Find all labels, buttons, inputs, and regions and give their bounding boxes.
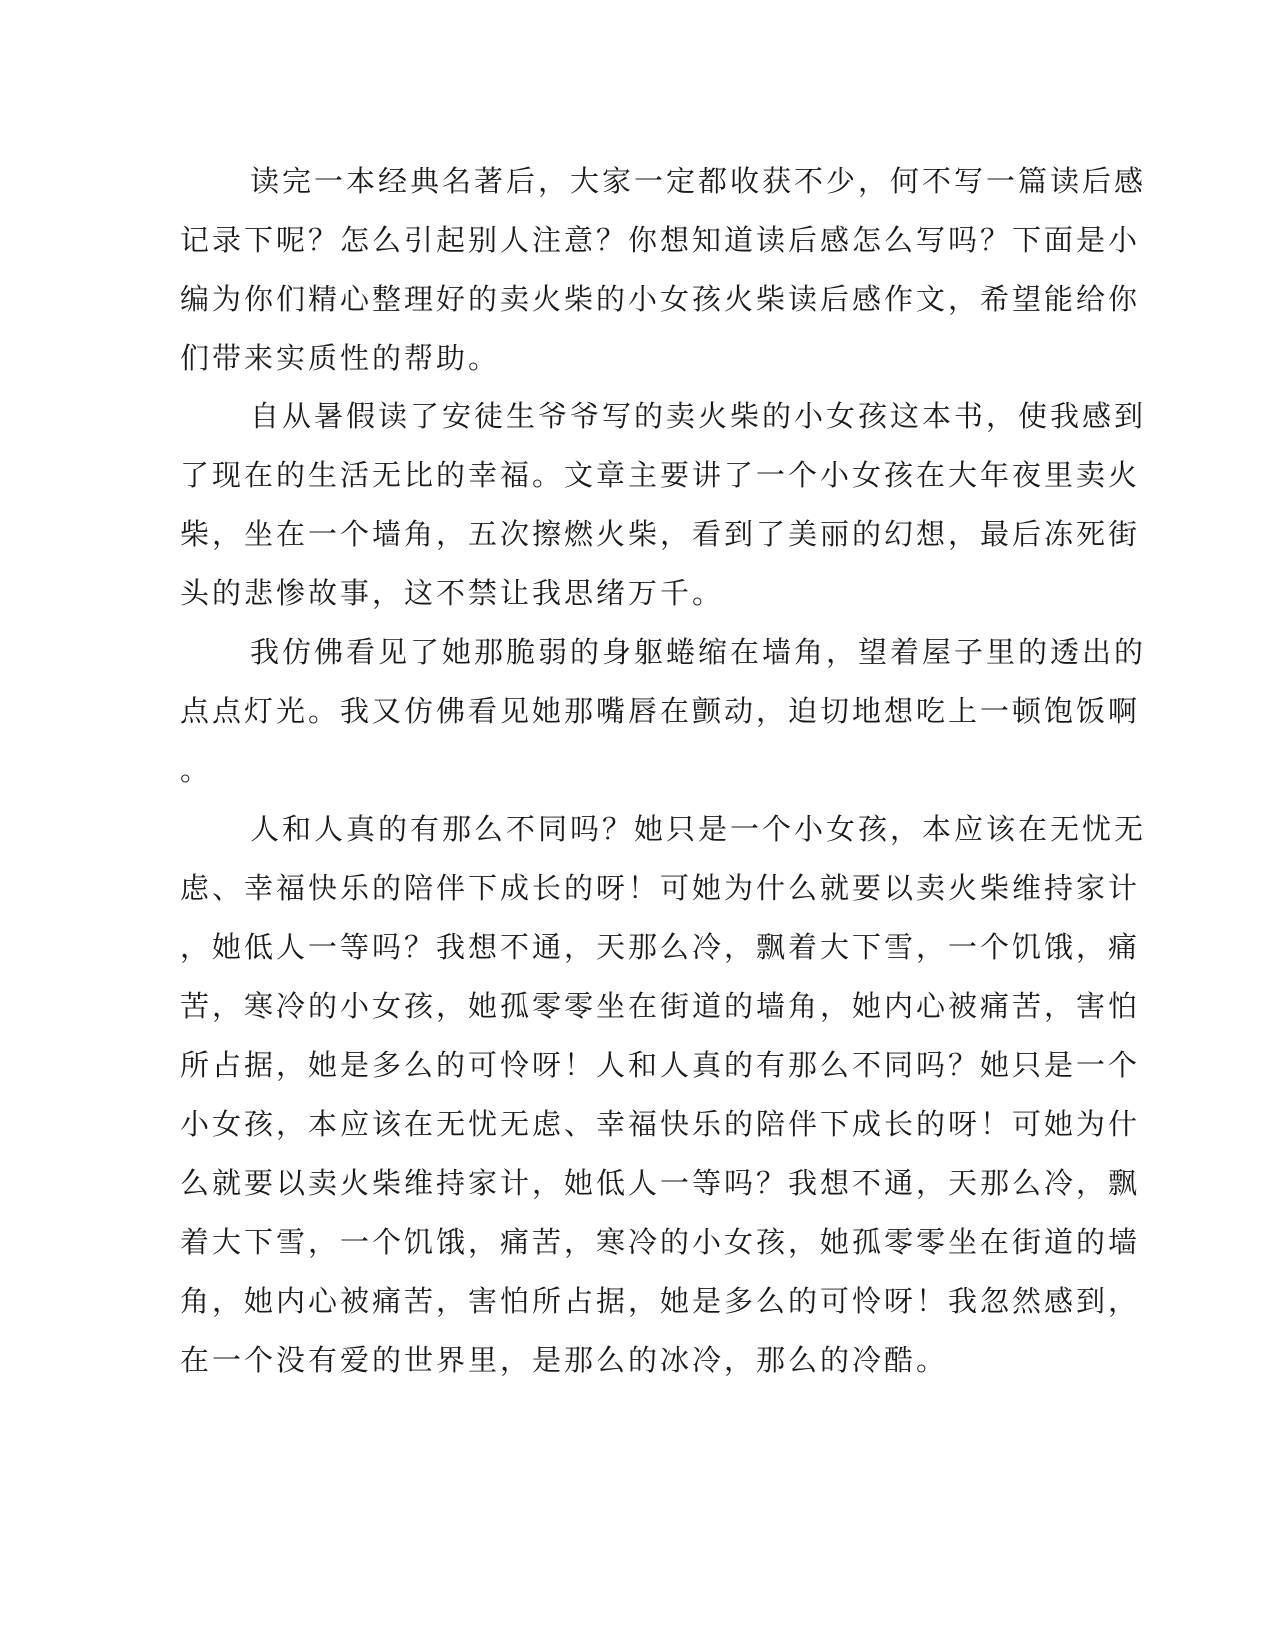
paragraph-3-line-3: 。 (180, 753, 213, 787)
paragraph-1-line-1: 读完一本经典名著后，大家一定都收获不少，何不写一篇读后感 (250, 164, 1147, 198)
paragraph-1-line-3: 编为你们精心整理好的卖火柴的小女孩火柴读后感作文，希望能给你 (180, 282, 1141, 316)
paragraph-3-line-1: 我仿佛看见了她那脆弱的身躯蜷缩在墙角，望着屋子里的透出的 (250, 635, 1147, 669)
paragraph-2-line-3: 柴，坐在一个墙角，五次擦燃火柴，看到了美丽的幻想，最后冻死街 (180, 517, 1141, 551)
paragraph-1-line-2: 记录下呢？怎么引起别人注意？你想知道读后感怎么写吗？下面是小 (180, 223, 1141, 257)
paragraph-2-line-2: 了现在的生活无比的幸福。文章主要讲了一个小女孩在大年夜里卖火 (180, 458, 1141, 492)
paragraph-4-line-8: 着大下雪，一个饥饿，痛苦，寒冷的小女孩，她孤零零坐在街道的墙 (180, 1225, 1141, 1259)
paragraph-2-line-1: 自从暑假读了安徒生爷爷写的卖火柴的小女孩这本书，使我感到 (250, 399, 1147, 433)
paragraph-4-line-5: 所占据，她是多么的可怜呀！人和人真的有那么不同吗？她只是一个 (180, 1048, 1141, 1082)
paragraph-1-line-4: 们带来实质性的帮助。 (180, 341, 501, 375)
paragraph-4-line-4: 苦，寒冷的小女孩，她孤零零坐在街道的墙角，她内心被痛苦，害怕 (180, 989, 1141, 1023)
paragraph-2-line-4: 头的悲惨故事，这不禁让我思绪万千。 (180, 576, 725, 610)
paragraph-4-line-10: 在一个没有爱的世界里，是那么的冰冷，那么的冷酷。 (180, 1343, 949, 1377)
paragraph-4-line-1: 人和人真的有那么不同吗？她只是一个小女孩，本应该在无忧无 (250, 812, 1147, 846)
paragraph-4-line-9: 角，她内心被痛苦，害怕所占据，她是多么的可怜呀！我忽然感到， (180, 1284, 1141, 1318)
paragraph-3-line-2: 点点灯光。我又仿佛看见她那嘴唇在颤动，迫切地想吃上一顿饱饭啊 (180, 694, 1141, 728)
paragraph-4-line-6: 小女孩，本应该在无忧无虑、幸福快乐的陪伴下成长的呀！可她为什 (180, 1107, 1141, 1141)
paragraph-4-line-3: ，她低人一等吗？我想不通，天那么冷，飘着大下雪，一个饥饿，痛 (180, 930, 1141, 964)
paragraph-4-line-7: 么就要以卖火柴维持家计，她低人一等吗？我想不通，天那么冷，飘 (180, 1166, 1141, 1200)
paragraph-4-line-2: 虑、幸福快乐的陪伴下成长的呀！可她为什么就要以卖火柴维持家计 (180, 871, 1141, 905)
